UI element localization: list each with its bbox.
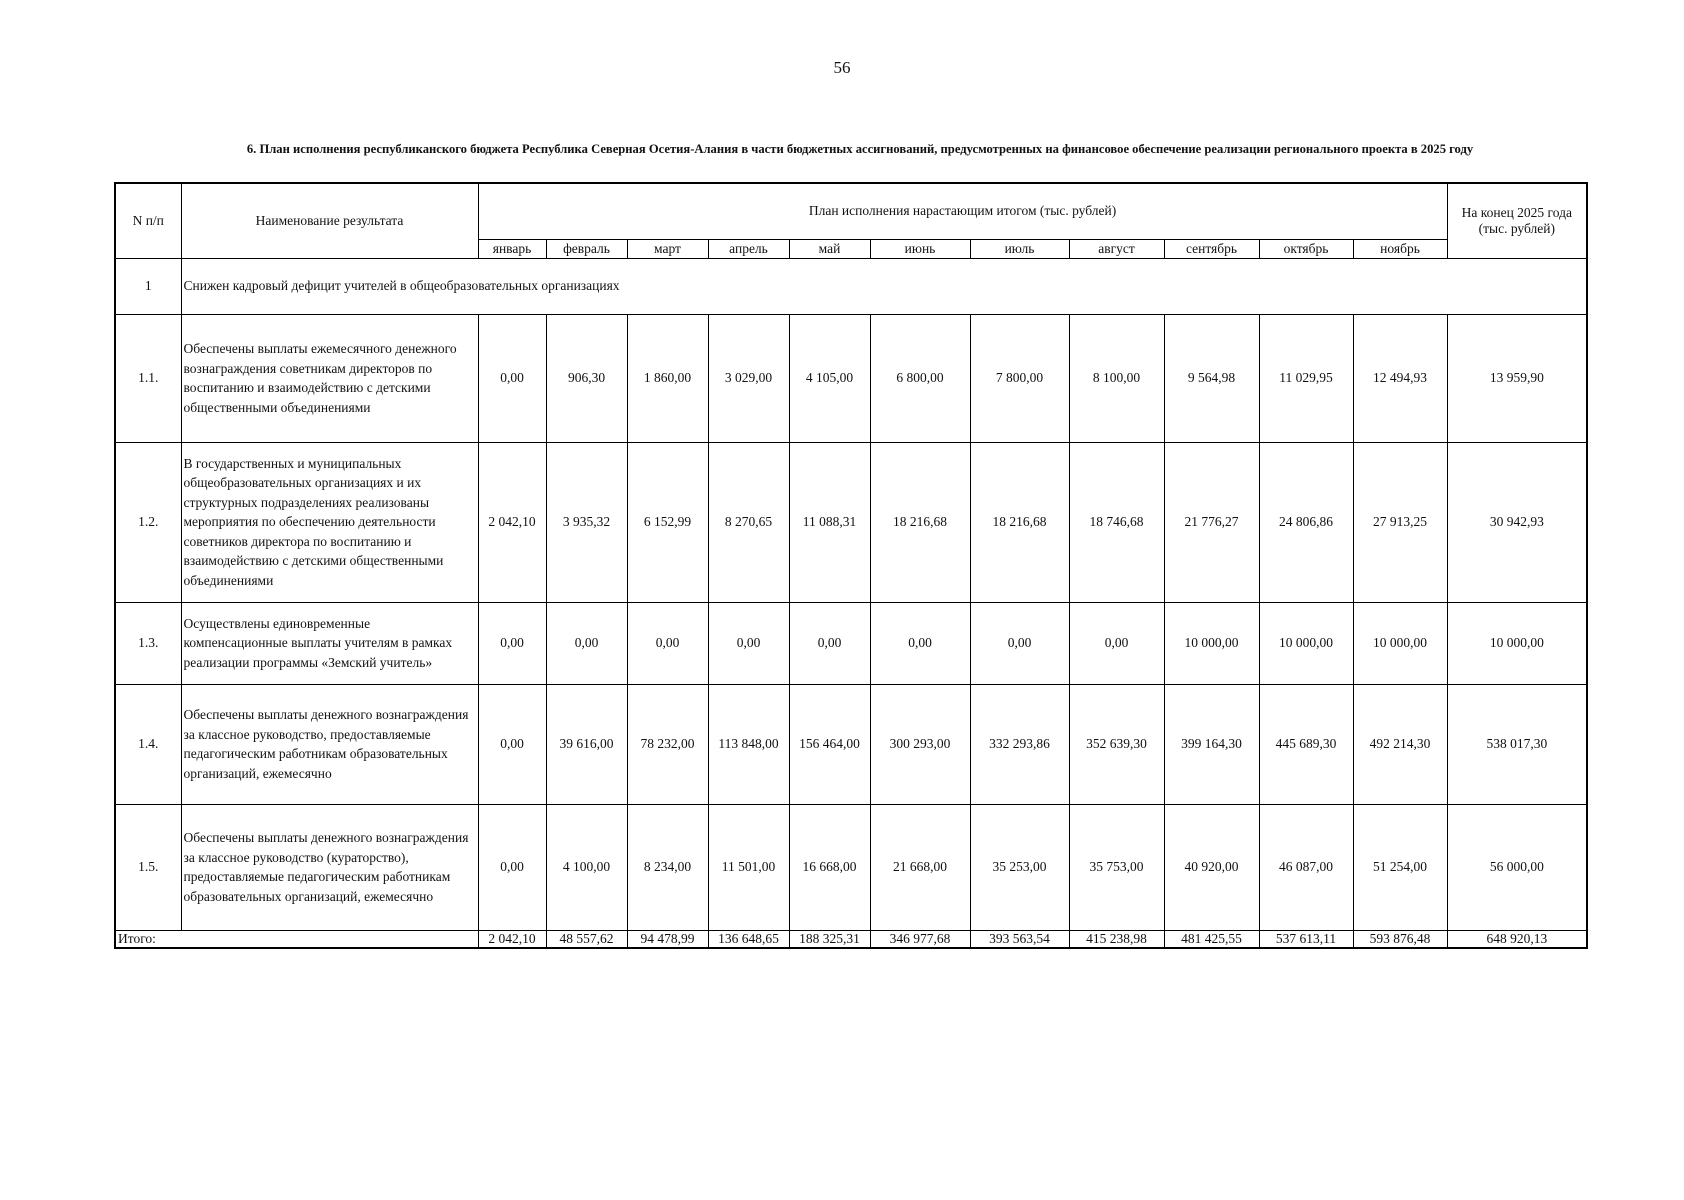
row-value: 40 920,00 [1164, 804, 1259, 930]
row-value: 11 501,00 [708, 804, 789, 930]
header-month: июль [970, 239, 1069, 258]
header-month: февраль [546, 239, 627, 258]
row-value: 0,00 [546, 602, 627, 684]
row-value: 3 935,32 [546, 442, 627, 602]
table-row [115, 314, 1587, 442]
row-num: 1.5. [115, 804, 181, 930]
row-name: Обеспечены выплаты денежного вознаграждения за классное руководство, предоставляемые педагогическим работникам образовательных организаций, ежемесячно [181, 684, 478, 804]
total-value: 393 563,54 [970, 930, 1069, 948]
header-month: октябрь [1259, 239, 1353, 258]
table-row [115, 602, 1587, 684]
row-value: 8 234,00 [627, 804, 708, 930]
row-value: 9 564,98 [1164, 314, 1259, 442]
row-value: 35 253,00 [970, 804, 1069, 930]
total-value: 415 238,98 [1069, 930, 1164, 948]
row-value: 11 029,95 [1259, 314, 1353, 442]
header-month: март [627, 239, 708, 258]
row-value: 30 942,93 [1447, 442, 1587, 602]
total-value: 648 920,13 [1447, 930, 1587, 948]
header-month: ноябрь [1353, 239, 1447, 258]
header-month: июнь [870, 239, 970, 258]
row-value: 10 000,00 [1164, 602, 1259, 684]
row-value: 1 860,00 [627, 314, 708, 442]
row-value: 11 088,31 [789, 442, 870, 602]
row-name: Обеспечены выплаты денежного вознаграждения за классное руководство (кураторство), предоставляемые педагогическим работникам образовательных организаций, ежемесячно [181, 804, 478, 930]
total-label: Итого: [115, 930, 478, 948]
row-value: 4 105,00 [789, 314, 870, 442]
budget-table [114, 182, 1588, 949]
row-value: 6 800,00 [870, 314, 970, 442]
row-value: 8 270,65 [708, 442, 789, 602]
total-row [115, 930, 1587, 948]
row-name: В государственных и муниципальных общеобразовательных организациях и их структурных подразделениях реализованы мероприятия по обеспечению деятельности советников директора по воспитанию и взаимодействию с детскими общественными объединениями [181, 442, 478, 602]
row-value: 21 776,27 [1164, 442, 1259, 602]
row-value: 24 806,86 [1259, 442, 1353, 602]
row-value: 0,00 [627, 602, 708, 684]
row-value: 3 029,00 [708, 314, 789, 442]
header-num: N п/п [115, 183, 181, 258]
row-value: 113 848,00 [708, 684, 789, 804]
row-value: 35 753,00 [1069, 804, 1164, 930]
row-num: 1.4. [115, 684, 181, 804]
row-value: 0,00 [478, 684, 546, 804]
total-value: 593 876,48 [1353, 930, 1447, 948]
row-value: 56 000,00 [1447, 804, 1587, 930]
row-value: 492 214,30 [1353, 684, 1447, 804]
section-num: 1 [115, 258, 181, 314]
header-plan: План исполнения нарастающим итогом (тыс. рублей) [478, 183, 1447, 239]
table-row [115, 804, 1587, 930]
row-value: 6 152,99 [627, 442, 708, 602]
total-value: 537 613,11 [1259, 930, 1353, 948]
row-value: 0,00 [870, 602, 970, 684]
row-value: 0,00 [789, 602, 870, 684]
row-value: 332 293,86 [970, 684, 1069, 804]
row-value: 0,00 [708, 602, 789, 684]
total-value: 481 425,55 [1164, 930, 1259, 948]
row-value: 0,00 [970, 602, 1069, 684]
total-value: 48 557,62 [546, 930, 627, 948]
row-value: 10 000,00 [1259, 602, 1353, 684]
row-value: 445 689,30 [1259, 684, 1353, 804]
row-value: 39 616,00 [546, 684, 627, 804]
row-value: 0,00 [478, 602, 546, 684]
row-value: 4 100,00 [546, 804, 627, 930]
row-value: 27 913,25 [1353, 442, 1447, 602]
header-name: Наименование результата [181, 183, 478, 258]
row-value: 906,30 [546, 314, 627, 442]
row-num: 1.2. [115, 442, 181, 602]
row-value: 13 959,90 [1447, 314, 1587, 442]
row-value: 0,00 [478, 804, 546, 930]
row-value: 51 254,00 [1353, 804, 1447, 930]
section-name: Снижен кадровый дефицит учителей в общеобразовательных организациях [181, 258, 1587, 314]
table-row [115, 442, 1587, 602]
row-value: 0,00 [1069, 602, 1164, 684]
row-value: 7 800,00 [970, 314, 1069, 442]
row-value: 18 746,68 [1069, 442, 1164, 602]
header-month: апрель [708, 239, 789, 258]
header-month: январь [478, 239, 546, 258]
row-value: 300 293,00 [870, 684, 970, 804]
total-value: 188 325,31 [789, 930, 870, 948]
row-value: 46 087,00 [1259, 804, 1353, 930]
page-number: 56 [833, 58, 851, 77]
row-num: 1.1. [115, 314, 181, 442]
row-value: 16 668,00 [789, 804, 870, 930]
row-name: Обеспечены выплаты ежемесячного денежного вознаграждения советникам директоров по воспитанию и взаимодействию с детскими общественными объединениями [181, 314, 478, 442]
row-num: 1.3. [115, 602, 181, 684]
row-value: 21 668,00 [870, 804, 970, 930]
total-value: 136 648,65 [708, 930, 789, 948]
row-value: 538 017,30 [1447, 684, 1587, 804]
row-value: 8 100,00 [1069, 314, 1164, 442]
row-value: 352 639,30 [1069, 684, 1164, 804]
row-value: 399 164,30 [1164, 684, 1259, 804]
row-value: 78 232,00 [627, 684, 708, 804]
header-month: август [1069, 239, 1164, 258]
table-row [115, 684, 1587, 804]
row-value: 12 494,93 [1353, 314, 1447, 442]
document-title: 6. План исполнения республиканского бюджета Республика Северная Осетия-Алания в части бюджетных ассигнований, предусмотренных на финансовое обеспечение реализации регионального проекта в 2025 году [246, 142, 1474, 156]
row-value: 10 000,00 [1353, 602, 1447, 684]
row-value: 18 216,68 [970, 442, 1069, 602]
header-end-of-year: На конец 2025 года (тыс. рублей) [1447, 183, 1587, 258]
total-value: 2 042,10 [478, 930, 546, 948]
row-value: 0,00 [478, 314, 546, 442]
row-value: 18 216,68 [870, 442, 970, 602]
total-value: 346 977,68 [870, 930, 970, 948]
total-value: 94 478,99 [627, 930, 708, 948]
row-value: 156 464,00 [789, 684, 870, 804]
header-month: май [789, 239, 870, 258]
row-name: Осуществлены единовременные компенсационные выплаты учителям в рамках реализации программы «Земский учитель» [181, 602, 478, 684]
row-value: 2 042,10 [478, 442, 546, 602]
header-month: сентябрь [1164, 239, 1259, 258]
row-value: 10 000,00 [1447, 602, 1587, 684]
